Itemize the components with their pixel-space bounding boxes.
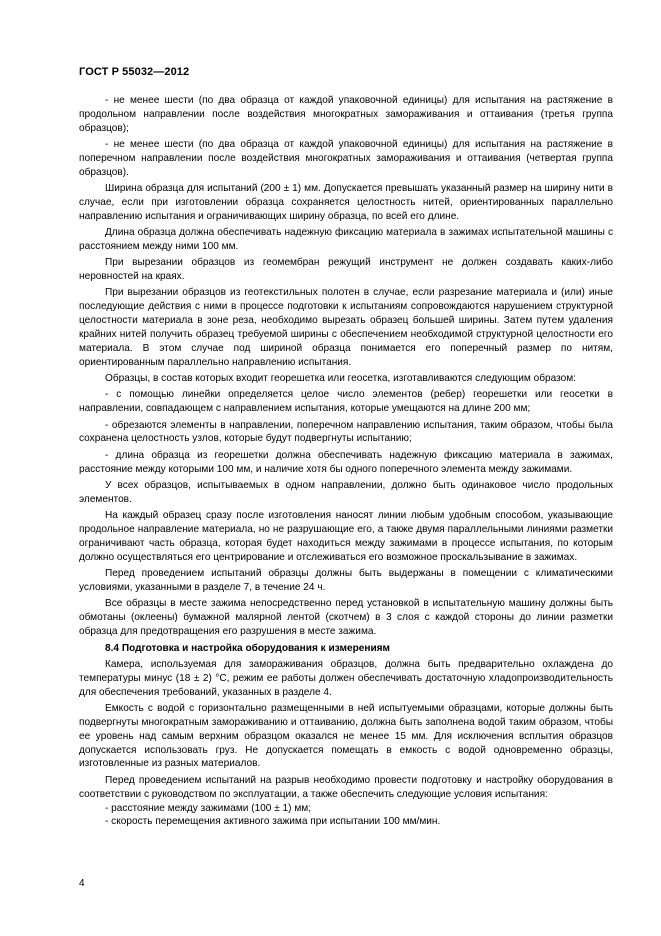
page-number: 4 (79, 878, 85, 889)
paragraph: Камера, используемая для замораживания образцов, должна быть предварительно охлаждена до температуры минус (18 ± 2) °С, режим ее работы должен обеспечивать достаточную хладопроизводительность для обеспечения требований, указанных в разделе 4. (79, 659, 613, 698)
section-heading: 8.4 Подготовка и настройка оборудования к измерениям (105, 642, 391, 654)
paragraph: При вырезании образцов из геотекстильных полотен в случае, если разрезание материала и (или) иные последующие действия с ними в процессе подготовки к испытаниям сопровождаются нарушением структурной целостности материала в зоне реза, необходимо вырезать образец большей ширины. Затем путем удаления крайних нитей получить образец требуемой ширины с обеспечением необходимой структурной целостности его материала. В этом случае под шириной образца понимается его поперечный размер по нитям, ориентированным параллельно направлению испытания. (79, 287, 613, 368)
paragraph: - длина образца из георешетки должна обеспечивать надежную фиксацию материала в зажимах, расстояние между которыми 100 мм, и наличие хотя бы одного поперечного элемента между зажимами. (79, 449, 613, 475)
paragraph: При вырезании образцов из геомембран режущий инструмент не должен создавать каких-либо неровностей на краях. (79, 257, 613, 283)
list-item: - скорость перемещения активного зажима при испытании 100 мм/мин. (105, 816, 441, 828)
document-header: ГОСТ Р 55032—2012 (79, 66, 190, 78)
paragraph: Емкость с водой с горизонтально размещенными в ней испытуемыми образцами, которые должны быть подвергнуты многократным замораживанию и оттаиванию, должна быть заполнена водой таким образом, чтобы ее уровень над самым верхним образцом оказался не менее 15 мм. Для исключения всплытия образцов допускается использовать груз. Не допускается помещать в емкость с водой одновременно образцы, изготовленные из разных материалов. (79, 703, 613, 770)
document-body (79, 94, 613, 829)
paragraph: Длина образца должна обеспечивать надежную фиксацию материала в зажимах испытательной машины с расстоянием между ними 100 мм. (79, 227, 613, 252)
paragraph: - обрезаются элементы в направлении, поперечном направлению испытания, таким образом, чтобы была сохранена целостность узлов, которые будут подвергнуты испытанию; (79, 419, 613, 445)
paragraph: Перед проведением испытаний образцы должны быть выдержаны в помещении с климатическими условиями, указанными в разделе 7, в течение 24 ч. (79, 568, 613, 593)
paragraph: Образцы, в состав которых входит георешетка или геосетка, изготавливаются следующим образом: (105, 373, 576, 385)
paragraph: На каждый образец сразу после изготовления наносят линии любым удобным способом, указывающие продольное направление материала, но не разрушающие его, а также двумя параллельными линиями разметки ограничивают часть образца, которая будет находиться между зажимами в процессе испытания, по которым должно осуществляться его центрирование и отслеживаться его возможное проскальзывание в зажимах. (79, 510, 613, 563)
paragraph: - не менее шести (по два образца от каждой упаковочной единицы) для испытания на растяжение в продольном направлении после воздействия многократных замораживания и оттаивания (третья группа образцов); (79, 95, 613, 134)
paragraph: У всех образцов, испытываемых в одном направлении, должно быть одинаковое число продольных элементов. (79, 479, 613, 505)
paragraph: Ширина образца для испытаний (200 ± 1) мм. Допускается превышать указанный размер на ширину нити в случае, если при изготовлении образца сохраняется целостность нитей, ориентированных параллельно направлению испытания и ограничивающих ширину образца, по всей его длине. (79, 183, 613, 222)
paragraph: - не менее шести (по два образца от каждой упаковочной единицы) для испытания на растяжение в поперечном направлении после воздействия многократных замораживания и оттаивания (четвертая группа образцов). (79, 139, 613, 178)
list-item: - расстояние между зажимами (100 ± 1) мм; (105, 802, 312, 814)
paragraph: Перед проведением испытаний на разрыв необходимо провести подготовку и настройку оборудования в соответствии с руководством по эксплуатации, а также обеспечить следующие условия испытания: (79, 774, 613, 800)
paragraph: - с помощью линейки определяется целое число элементов (ребер) георешетки или геосетки в направлении, совпадающем с направлением испытания, которые умещаются на длине 200 мм; (79, 389, 613, 415)
paragraph: Все образцы в месте зажима непосредственно перед установкой в испытательную машину должны быть обмотаны (оклеены) бумажной малярной лентой (скотчем) в 3 слоя с каждой стороны до линии разметки образца для предотвращения его разрушения в месте зажима. (79, 598, 613, 637)
